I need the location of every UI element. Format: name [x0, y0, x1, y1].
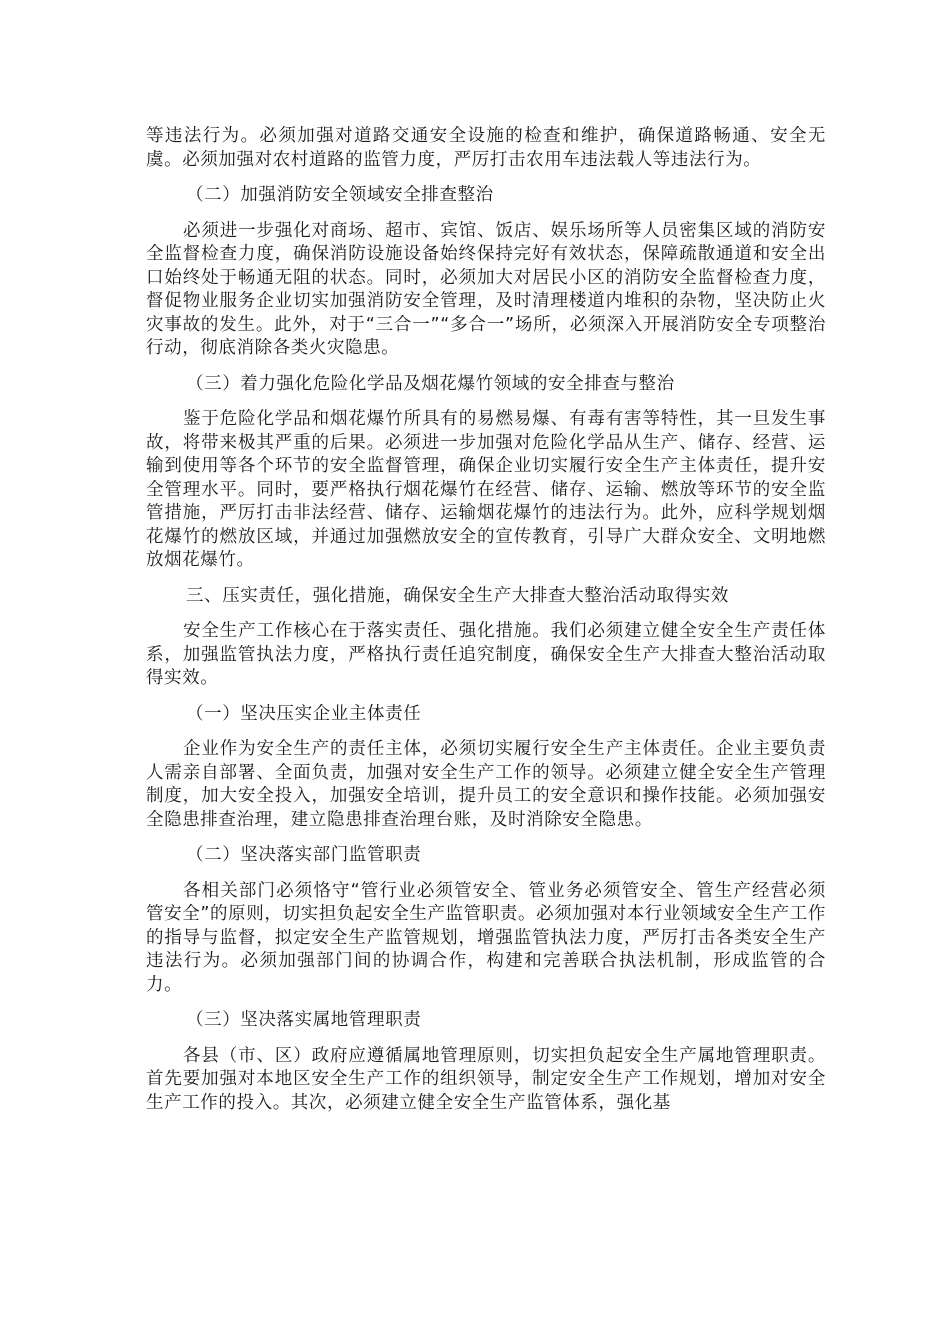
document-body	[146, 125, 826, 1127]
paragraph: 各相关部门必须恪守“管行业必须管安全、管业务必须管安全、管生产经营必须管安全”的原则，切实担负起安全生产监管职责。必须加强对本行业领域安全生产工作的指导与监督，拟定安全生产监管规划，增强监管执法力度，严厉打击各类安全生产违法行为。必须加强部门间的协调合作，构建和完善联合执法机制，形成监管的合力。	[146, 880, 826, 995]
section-heading: （一）坚决压实企业主体责任	[186, 703, 422, 724]
section-heading: （二）坚决落实部门监管职责	[186, 845, 422, 865]
section-heading: （二）加强消防安全领域安全排查整治	[186, 185, 494, 205]
section-heading: （三）着力强化危险化学品及烟花爆竹领域的安全排查与整治	[186, 373, 675, 394]
paragraph-continued: 等违法行为。必须加强对道路交通安全设施的检查和维护，确保道路畅通、安全无虞。必须加强对农村道路的监管力度，严厉打击农用车违法载人等违法行为。	[146, 126, 826, 170]
paragraph: 必须进一步强化对商场、超市、宾馆、饭店、娱乐场所等人员密集区域的消防安全监督检查力度，确保消防设施设备始终保持完好有效状态，保障疏散通道和安全出口始终处于畅通无阻的状态。同时，必须加大对居民小区的消防安全监督检查力度，督促物业服务企业切实加强消防安全管理，及时清理楼道内堆积的杂物，坚决防止火灾事故的发生。此外，对于“三合一”“多合一”场所，必须深入开展消防安全专项整治行动，彻底消除各类火灾隐患。	[146, 220, 826, 358]
paragraph: 各县（市、区）政府应遵循属地管理原则，切实担负起安全生产属地管理职责。首先要加强对本地区安全生产工作的组织领导，制定安全生产工作规划，增加对安全生产工作的投入。其次，必须建立健全安全生产监管体系，强化基	[146, 1045, 826, 1113]
paragraph: 鉴于危险化学品和烟花爆竹所具有的易燃易爆、有毒有害等特性，其一旦发生事故，将带来极其严重的后果。必须进一步加强对危险化学品从生产、储存、经营、运输到使用等各个环节的安全监督管理，确保企业切实履行安全生产主体责任，提升安全管理水平。同时，要严格执行烟花爆竹在经营、储存、运输、燃放等环节的安全监管措施，严厉打击非法经营、储存、运输烟花爆竹的违法行为。此外，应科学规划烟花爆竹的燃放区域，并通过加强燃放安全的宣传教育，引导广大群众安全、文明地燃放烟花爆竹。	[146, 409, 826, 570]
paragraph: 企业作为安全生产的责任主体，必须切实履行安全生产主体责任。企业主要负责人需亲自部署、全面负责，加强对安全生产工作的领导。必须建立健全安全生产管理制度，加大安全投入，加强安全培训，提升员工的安全意识和操作技能。必须加强安全隐患排查治理，建立隐患排查治理台账，及时消除安全隐患。	[146, 739, 826, 830]
chapter-heading: 三、压实责任，强化措施，确保安全生产大排查大整治活动取得实效	[186, 585, 729, 606]
section-heading: （三）坚决落实属地管理职责	[186, 1010, 422, 1030]
paragraph: 安全生产工作核心在于落实责任、强化措施。我们必须建立健全安全生产责任体系，加强监管执法力度，严格执行责任追究制度，确保安全生产大排查大整治活动取得实效。	[146, 621, 826, 688]
